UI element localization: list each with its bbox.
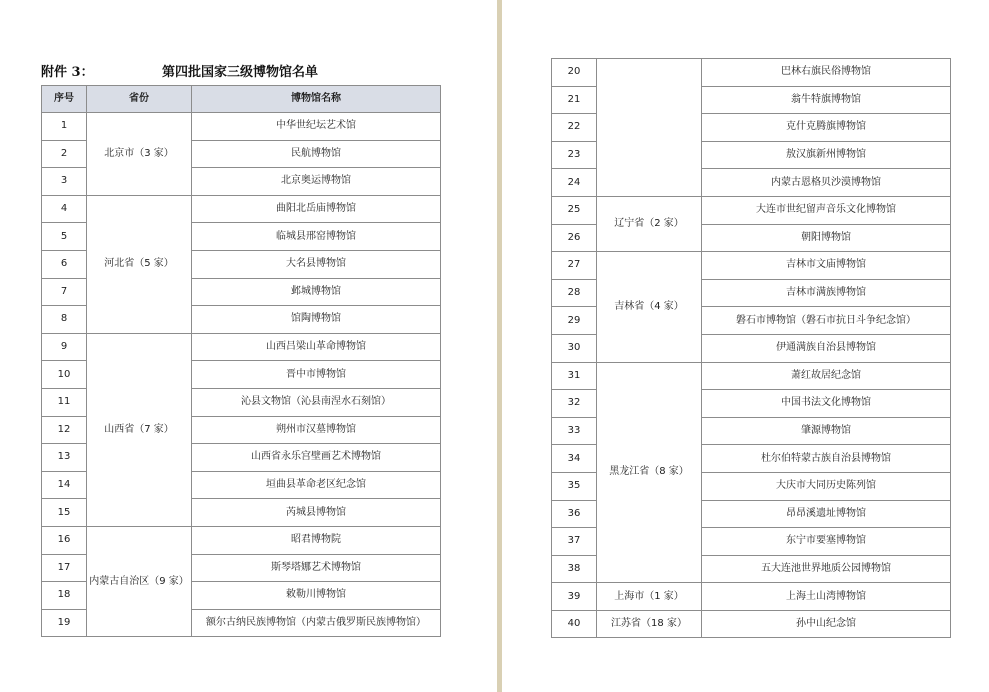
cell-museum-name: 克什克腾旗博物馆 [702,114,951,142]
cell-number: 21 [552,86,597,114]
cell-number: 13 [42,444,87,472]
cell-museum-name: 大名县博物馆 [192,250,441,278]
table-row [42,195,441,223]
cell-museum-name: 五大连池世界地质公园博物馆 [702,555,951,583]
cell-number: 14 [42,471,87,499]
cell-number: 8 [42,306,87,334]
cell-province: 河北省（5 家） [87,195,192,333]
cell-number: 35 [552,472,597,500]
table-header-row [42,86,441,113]
cell-museum-name: 朝阳博物馆 [702,224,951,252]
cell-number: 30 [552,334,597,362]
cell-number: 12 [42,416,87,444]
cell-number: 1 [42,113,87,141]
cell-province: 上海市（1 家） [597,583,702,611]
cell-museum-name: 芮城县博物馆 [192,499,441,527]
cell-museum-name: 山西省永乐宫壁画艺术博物馆 [192,444,441,472]
cell-number: 40 [552,610,597,638]
cell-number: 7 [42,278,87,306]
cell-museum-name: 中国书法文化博物馆 [702,390,951,418]
museum-table-right [551,58,951,638]
cell-museum-name: 内蒙古恩格贝沙漠博物馆 [702,169,951,197]
table-body-right [552,59,951,638]
table-row [552,610,951,638]
cell-province [597,59,702,197]
table-row [552,196,951,224]
cell-museum-name: 朔州市汉墓博物馆 [192,416,441,444]
cell-number: 17 [42,554,87,582]
cell-number: 16 [42,526,87,554]
cell-province: 江苏省（18 家） [597,610,702,638]
museum-table-left [41,85,441,637]
cell-number: 22 [552,114,597,142]
cell-museum-name: 大庆市大同历史陈列馆 [702,472,951,500]
cell-number: 20 [552,59,597,87]
cell-museum-name: 敖汉旗新州博物馆 [702,141,951,169]
cell-museum-name: 额尔古纳民族博物馆（内蒙古俄罗斯民族博物馆） [192,609,441,637]
cell-number: 18 [42,582,87,610]
table-row [42,526,441,554]
cell-museum-name: 肇源博物馆 [702,417,951,445]
cell-province: 北京市（3 家） [87,113,192,196]
cell-number: 29 [552,307,597,335]
cell-museum-name: 吉林市满族博物馆 [702,279,951,307]
cell-province: 辽宁省（2 家） [597,196,702,251]
cell-museum-name: 敕勒川博物馆 [192,582,441,610]
cell-museum-name: 萧红故居纪念馆 [702,362,951,390]
cell-museum-name: 孙中山纪念馆 [702,610,951,638]
cell-number: 25 [552,196,597,224]
cell-museum-name: 垣曲县革命老区纪念馆 [192,471,441,499]
cell-museum-name: 山西吕梁山革命博物馆 [192,333,441,361]
cell-province: 内蒙古自治区（9 家） [87,526,192,636]
cell-museum-name: 曲阳北岳庙博物馆 [192,195,441,223]
cell-number: 27 [552,252,597,280]
cell-museum-name: 磐石市博物馆（磐石市抗日斗争纪念馆） [702,307,951,335]
cell-museum-name: 晋中市博物馆 [192,361,441,389]
cell-number: 28 [552,279,597,307]
cell-museum-name: 吉林市文庙博物馆 [702,252,951,280]
cell-province: 吉林省（4 家） [597,252,702,362]
cell-number: 32 [552,390,597,418]
cell-museum-name: 杜尔伯特蒙古族自治县博物馆 [702,445,951,473]
cell-museum-name: 北京奥运博物馆 [192,168,441,196]
cell-number: 38 [552,555,597,583]
cell-museum-name: 昭君博物院 [192,526,441,554]
cell-number: 33 [552,417,597,445]
header-name: 博物馆名称 [192,86,441,113]
cell-museum-name: 东宁市要塞博物馆 [702,528,951,556]
cell-museum-name: 巴林右旗民俗博物馆 [702,59,951,87]
cell-number: 24 [552,169,597,197]
header-province: 省份 [87,86,192,113]
cell-museum-name: 斯琴塔娜艺术博物馆 [192,554,441,582]
cell-number: 34 [552,445,597,473]
table-row [42,113,441,141]
cell-museum-name: 中华世纪坛艺术馆 [192,113,441,141]
cell-museum-name: 临城县邢窑博物馆 [192,223,441,251]
cell-number: 37 [552,528,597,556]
header-no: 序号 [42,86,87,113]
cell-number: 4 [42,195,87,223]
cell-museum-name: 上海土山湾博物馆 [702,583,951,611]
cell-number: 15 [42,499,87,527]
cell-number: 26 [552,224,597,252]
cell-number: 5 [42,223,87,251]
cell-number: 9 [42,333,87,361]
title-row [41,61,441,81]
cell-museum-name: 民航博物馆 [192,140,441,168]
cell-number: 2 [42,140,87,168]
attachment-label: 附件 3： [41,65,94,80]
cell-province: 黑龙江省（8 家） [597,362,702,583]
cell-museum-name: 昂昂溪遗址博物馆 [702,500,951,528]
table-row [552,59,951,87]
table-row [552,362,951,390]
cell-number: 6 [42,250,87,278]
cell-number: 10 [42,361,87,389]
table-row [42,333,441,361]
cell-museum-name: 伊通满族自治县博物馆 [702,334,951,362]
cell-museum-name: 翁牛特旗博物馆 [702,86,951,114]
cell-number: 3 [42,168,87,196]
table-body-left [42,113,441,637]
cell-museum-name: 沁县文物馆（沁县南涅水石刻馆） [192,388,441,416]
cell-province: 山西省（7 家） [87,333,192,526]
cell-museum-name: 馆陶博物馆 [192,306,441,334]
cell-number: 23 [552,141,597,169]
document-title: 第四批国家三级博物馆名单 [162,65,319,80]
table-row [552,252,951,280]
cell-number: 36 [552,500,597,528]
table-row [552,583,951,611]
cell-number: 19 [42,609,87,637]
cell-museum-name: 大连市世纪留声音乐文化博物馆 [702,196,951,224]
cell-number: 11 [42,388,87,416]
cell-number: 39 [552,583,597,611]
cell-museum-name: 邺城博物馆 [192,278,441,306]
cell-number: 31 [552,362,597,390]
